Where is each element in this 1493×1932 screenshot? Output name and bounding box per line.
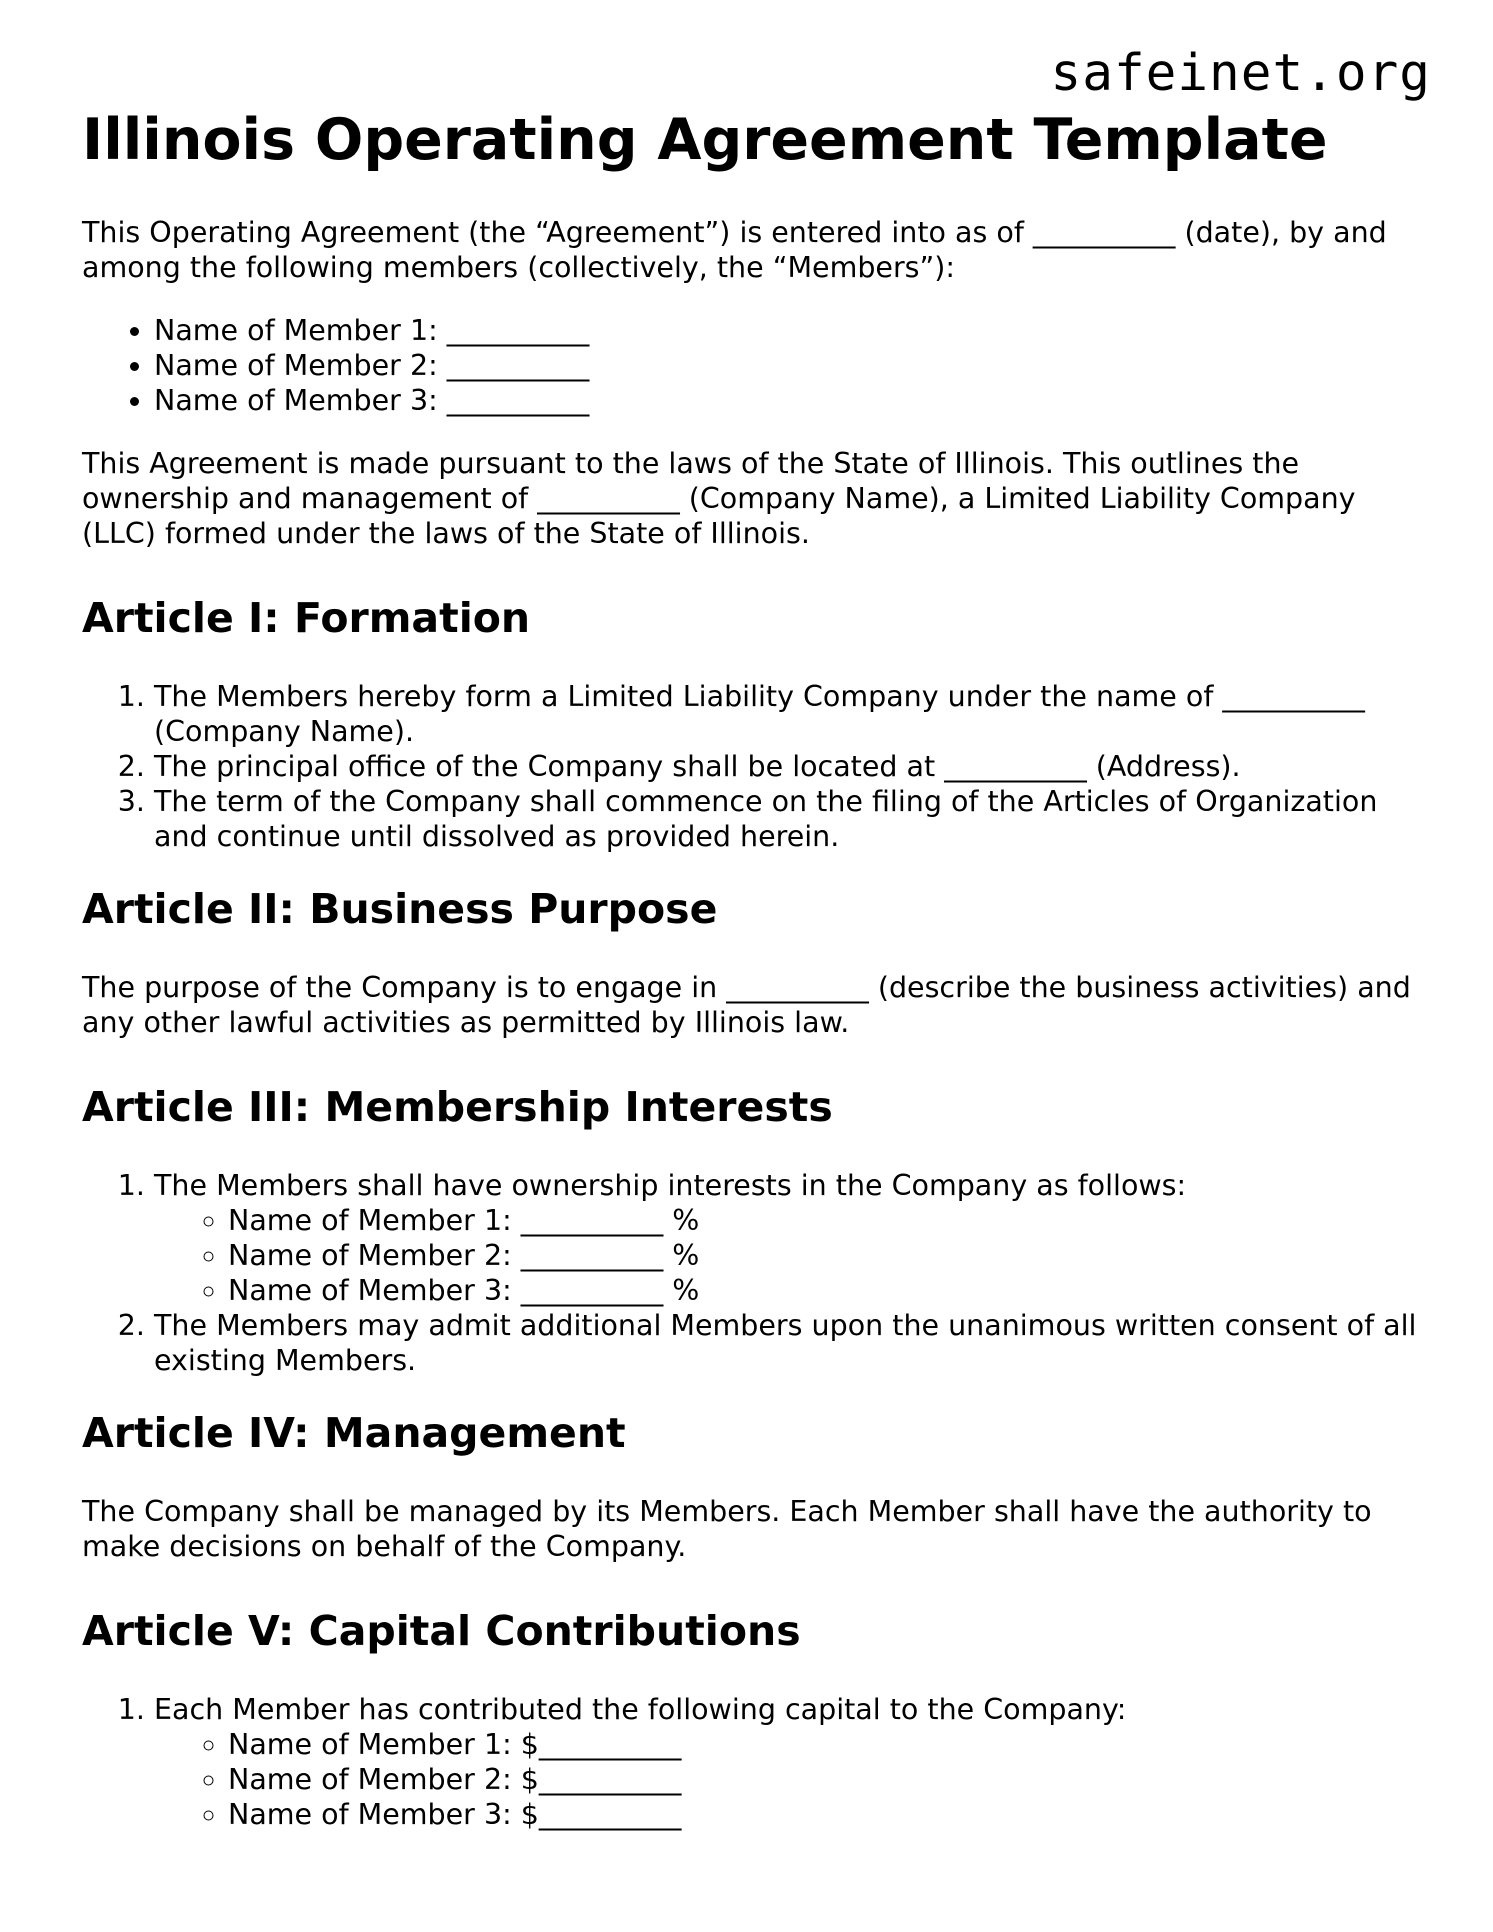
contribution-item: ◦ Name of Member 3: $__________ (228, 1797, 1422, 1832)
intro-paragraph: This Operating Agreement (the “Agreement”) is entered into as of __________ (date), by and among the following members (collectively, the “Members”): (82, 216, 1387, 284)
article-1-item: 2. The principal office of the Company shall be located at __________ (Address). (154, 749, 1422, 784)
member-item: • Name of Member 1: __________ (154, 313, 1422, 348)
article-3-heading: Article III: Membership Interests (82, 1083, 833, 1131)
article-4-heading: Article IV: Management (82, 1409, 626, 1457)
article-1-list (82, 679, 1422, 854)
article-1-item: 1. The Members hereby form a Limited Liability Company under the name of __________ (Company Name). (154, 679, 1422, 749)
contribution-item: ◦ Name of Member 2: $__________ (228, 1762, 1422, 1797)
article-1-item: 3. The term of the Company shall commence on the filing of the Articles of Organization and continue until dissolved as provided herein. (154, 784, 1422, 854)
article-2-text: The purpose of the Company is to engage in __________ (describe the business activities) and any other lawful activities as permitted by Illinois law. (82, 971, 1411, 1039)
article-3-item: 2. The Members may admit additional Members upon the unanimous written consent of all existing Members. (154, 1308, 1422, 1378)
contributions-list (154, 1727, 1422, 1832)
member-item: • Name of Member 3: __________ (154, 383, 1422, 418)
article-5-item (154, 1692, 1422, 1832)
interest-item: ◦ Name of Member 3: __________ % (228, 1273, 1422, 1308)
article-2-heading: Article II: Business Purpose (82, 885, 718, 933)
article-5-item-text: Each Member has contributed the following capital to the Company: (154, 1693, 1127, 1726)
interest-item: ◦ Name of Member 1: __________ % (228, 1203, 1422, 1238)
article-1-heading: Article I: Formation (82, 594, 531, 642)
article-3-list (82, 1168, 1422, 1378)
document-page (82, 105, 1422, 1860)
article-3-item (154, 1168, 1422, 1308)
interest-item: ◦ Name of Member 2: __________ % (228, 1238, 1422, 1273)
article-5-heading: Article V: Capital Contributions (82, 1607, 801, 1655)
watermark: safeinet.org (1050, 44, 1431, 103)
article-5-list (82, 1692, 1422, 1832)
contribution-item: ◦ Name of Member 1: $__________ (228, 1727, 1422, 1762)
members-list (82, 313, 1422, 418)
interests-list (154, 1203, 1422, 1308)
document-title: Illinois Operating Agreement Template (82, 107, 1328, 173)
article-3-item-text: The Members shall have ownership interests in the Company as follows: (154, 1169, 1187, 1202)
member-item: • Name of Member 2: __________ (154, 348, 1422, 383)
pursuant-paragraph: This Agreement is made pursuant to the laws of the State of Illinois. This outlines the ownership and management of __________ (Company Name), a Limited Liability Company (LLC) formed under the laws of the State of Illinois. (82, 447, 1356, 550)
article-4-text: The Company shall be managed by its Members. Each Member shall have the authority to make decisions on behalf of the Company. (82, 1495, 1372, 1563)
